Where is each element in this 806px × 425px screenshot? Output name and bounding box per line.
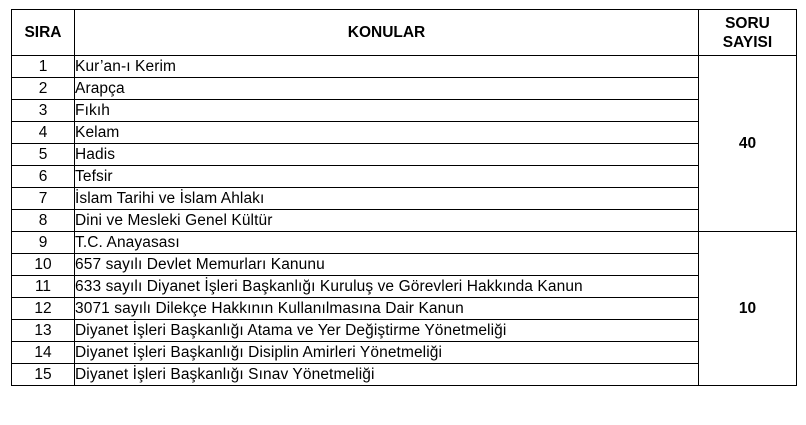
header-question-count-line1: SORU [725,14,770,32]
topic-name: T.C. Anayasası [75,232,699,254]
table-row [12,320,797,342]
row-number: 13 [12,320,75,342]
header-question-count-line2: SAYISI [722,33,773,51]
header-no: SIRA [12,10,75,56]
row-number: 15 [12,364,75,386]
topic-name: Hadis [75,144,699,166]
row-number: 11 [12,276,75,298]
row-number: 2 [12,78,75,100]
question-count: 40 [699,56,797,232]
topic-name: Tefsir [75,166,699,188]
header-row [12,10,797,56]
table-row [12,364,797,386]
row-number: 5 [12,144,75,166]
table-row [12,298,797,320]
row-number: 3 [12,100,75,122]
table-row [12,210,797,232]
table-row [12,254,797,276]
row-number: 9 [12,232,75,254]
header-question-count [699,10,797,56]
topic-name: Dini ve Mesleki Genel Kültür [75,210,699,232]
row-number: 4 [12,122,75,144]
question-count: 10 [699,232,797,386]
table-row [12,100,797,122]
row-number: 12 [12,298,75,320]
row-number: 1 [12,56,75,78]
row-number: 14 [12,342,75,364]
row-number: 10 [12,254,75,276]
row-number: 7 [12,188,75,210]
table-row [12,78,797,100]
topic-name: Diyanet İşleri Başkanlığı Atama ve Yer Değiştirme Yönetmeliği [75,320,699,342]
topic-name: Arapça [75,78,699,100]
table-row [12,122,797,144]
table-row [12,276,797,298]
topic-name: İslam Tarihi ve İslam Ahlakı [75,188,699,210]
topic-name: 657 sayılı Devlet Memurları Kanunu [75,254,699,276]
topic-name: Kelam [75,122,699,144]
row-number: 8 [12,210,75,232]
topic-name: 633 sayılı Diyanet İşleri Başkanlığı Kuruluş ve Görevleri Hakkında Kanun [75,276,699,298]
topic-name: Kur’an-ı Kerim [75,56,699,78]
table-row [12,56,797,78]
exam-topics-table [11,9,797,386]
row-number: 6 [12,166,75,188]
header-topics: KONULAR [75,10,699,56]
table-row [12,342,797,364]
topic-name: 3071 sayılı Dilekçe Hakkının Kullanılmasına Dair Kanun [75,298,699,320]
table-row [12,188,797,210]
table-row [12,232,797,254]
topic-name: Diyanet İşleri Başkanlığı Disiplin Amirleri Yönetmeliği [75,342,699,364]
table-body [12,56,797,386]
topic-name: Fıkıh [75,100,699,122]
table-row [12,166,797,188]
table-row [12,144,797,166]
topic-name: Diyanet İşleri Başkanlığı Sınav Yönetmeliği [75,364,699,386]
